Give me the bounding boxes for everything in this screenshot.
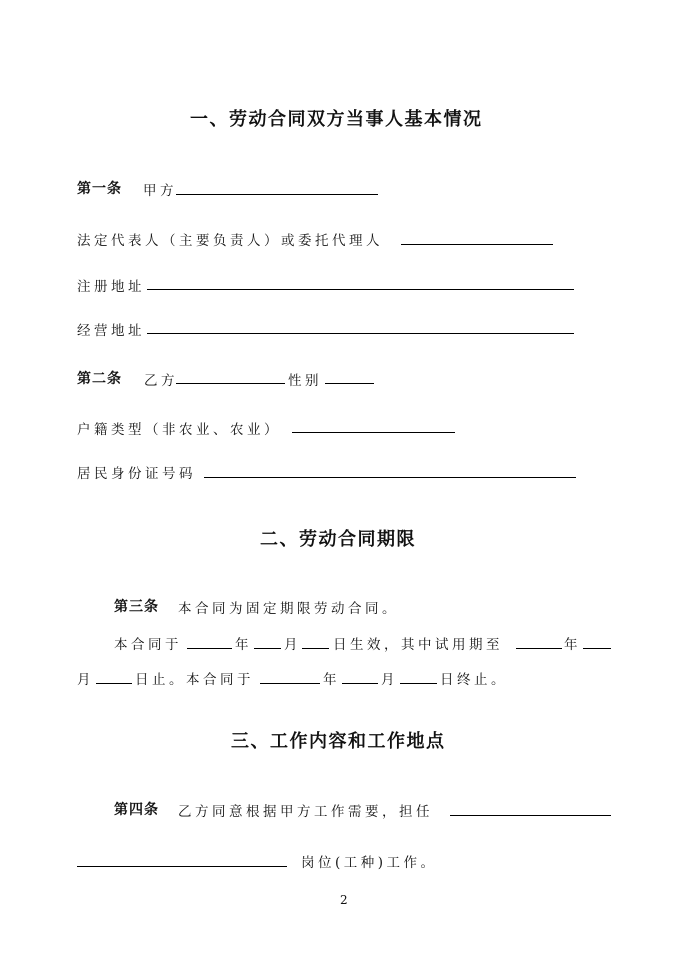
effective-year-label: 年 bbox=[235, 637, 252, 653]
termination-month-label: 月 bbox=[381, 672, 398, 688]
position-blank-2[interactable] bbox=[77, 866, 287, 867]
termination-year-blank[interactable] bbox=[260, 683, 320, 684]
termination-year-label: 年 bbox=[323, 672, 340, 688]
id-number-label: 居民身份证号码 bbox=[77, 466, 196, 482]
party-b-blank[interactable] bbox=[176, 383, 285, 384]
hukou-type-label: 户籍类型（非农业、农业） bbox=[77, 422, 281, 438]
termination-end-text: 日终止。 bbox=[440, 672, 508, 688]
position-blank-1[interactable] bbox=[450, 815, 611, 816]
page-number: 2 bbox=[340, 893, 348, 907]
effective-month-label: 月 bbox=[284, 637, 301, 653]
probation-month-label: 月 bbox=[77, 672, 94, 688]
representative-blank[interactable] bbox=[401, 244, 553, 245]
termination-month-blank[interactable] bbox=[342, 683, 378, 684]
probation-year-label: 年 bbox=[564, 637, 581, 653]
article3-label: 第三条 bbox=[114, 599, 159, 615]
party-b-label: 乙方 bbox=[144, 373, 178, 389]
representative-label: 法定代表人（主要负责人）或委托代理人 bbox=[77, 233, 383, 249]
business-address-blank[interactable] bbox=[147, 333, 574, 334]
article4-text: 乙方同意根据甲方工作需要，担任 bbox=[178, 804, 433, 820]
section2-title: 二、劳动合同期限 bbox=[260, 529, 416, 550]
party-a-label: 甲方 bbox=[143, 183, 177, 199]
article1-label: 第一条 bbox=[77, 181, 122, 197]
section1-title: 一、劳动合同双方当事人基本情况 bbox=[190, 109, 483, 130]
probation-year-blank[interactable] bbox=[516, 648, 562, 649]
termination-intro: 日止。本合同于 bbox=[135, 672, 254, 688]
article4-label: 第四条 bbox=[114, 802, 159, 818]
effective-year-blank[interactable] bbox=[187, 648, 232, 649]
business-address-label: 经营地址 bbox=[77, 323, 145, 339]
effective-intro: 本合同于 bbox=[114, 637, 182, 653]
effective-month-blank[interactable] bbox=[254, 648, 281, 649]
termination-day-blank[interactable] bbox=[400, 683, 437, 684]
article2-label: 第二条 bbox=[77, 371, 122, 387]
article3-text: 本合同为固定期限劳动合同。 bbox=[178, 601, 399, 617]
hukou-type-blank[interactable] bbox=[292, 432, 455, 433]
position-type-text: 岗位(工种)工作。 bbox=[301, 855, 438, 871]
registered-address-blank[interactable] bbox=[147, 289, 574, 290]
id-number-blank[interactable] bbox=[204, 477, 576, 478]
probation-month-blank[interactable] bbox=[583, 648, 611, 649]
gender-label: 性别 bbox=[288, 373, 322, 389]
gender-blank[interactable] bbox=[325, 383, 374, 384]
probation-day-blank[interactable] bbox=[96, 683, 132, 684]
section3-title: 三、工作内容和工作地点 bbox=[231, 731, 446, 752]
effective-day-blank[interactable] bbox=[302, 648, 329, 649]
probation-text: 日生效，其中试用期至 bbox=[333, 637, 503, 653]
party-a-blank[interactable] bbox=[176, 194, 378, 195]
registered-address-label: 注册地址 bbox=[77, 279, 145, 295]
